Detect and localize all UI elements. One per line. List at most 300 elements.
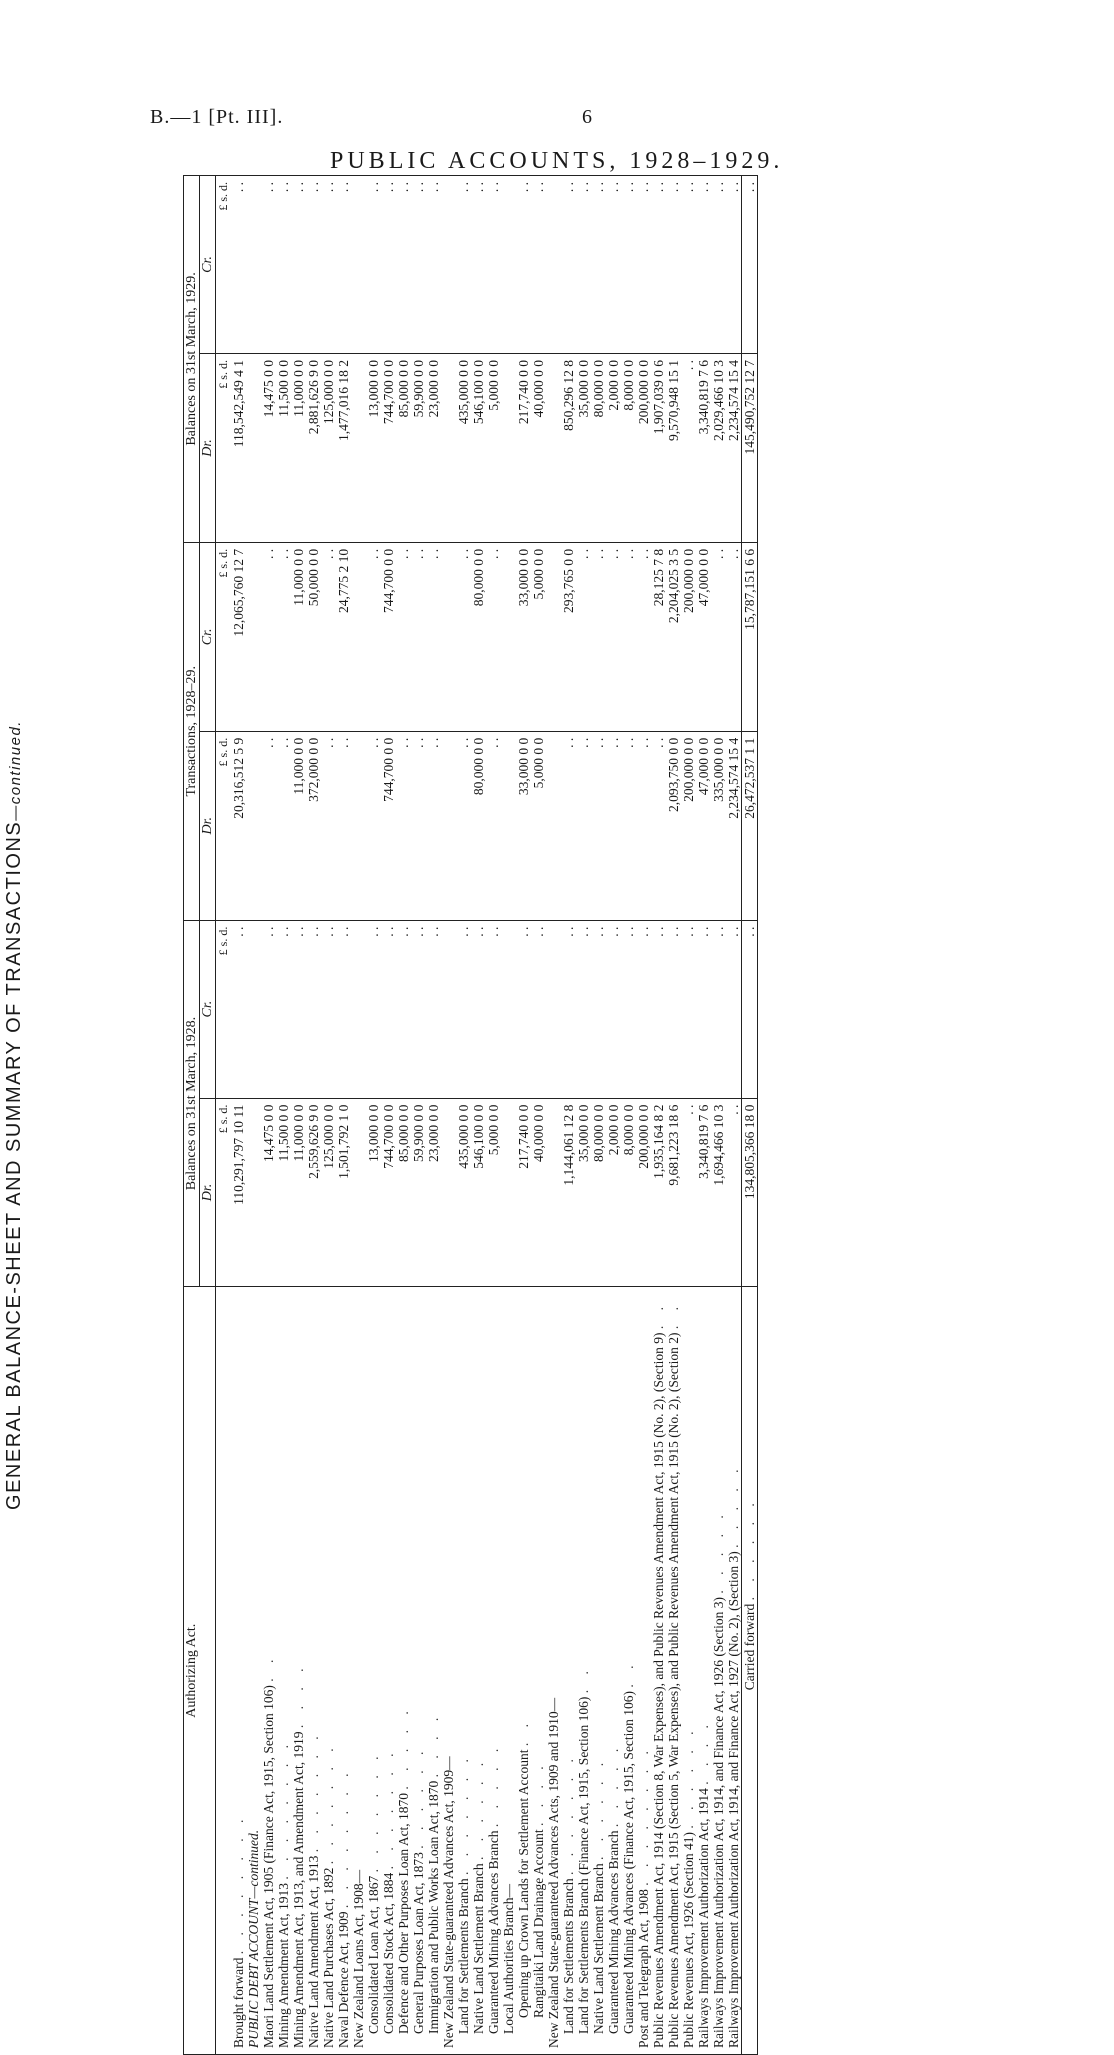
col-act: Authorizing Act. [184, 1623, 199, 1718]
cell-tcr: . . [726, 542, 742, 731]
cell-tdr [546, 731, 561, 920]
cell-tdr: . . [426, 731, 441, 920]
table-row [261, 176, 276, 2055]
cell-b29dr: 125,000 0 0 [321, 354, 336, 543]
leader-dots: . . [651, 1300, 666, 1330]
act-name: PUBLIC DEBT ACCOUNT—continued. [246, 1829, 261, 2048]
act-name: Native Land Purchases Act, 1892 [321, 1867, 336, 2048]
cell-tdr: . . [411, 731, 426, 920]
table-row [486, 176, 501, 2055]
table-row [231, 176, 246, 2055]
cell-b29cr: . . [711, 176, 726, 354]
total-row [742, 176, 758, 2055]
cell-b29cr: . . [651, 176, 666, 354]
leader-dots: . . . . . . . . [336, 1767, 351, 1909]
leader-dots: . . . . [531, 1760, 546, 1827]
cell-b28cr: . . [231, 920, 246, 1098]
table-row [651, 176, 666, 2055]
table-row [546, 176, 561, 2055]
leader-dots: . . . . [696, 1719, 711, 1785]
cell-b28dr: 11,000 0 0 [291, 1098, 306, 1287]
cell-b29dr [501, 354, 516, 543]
cell-tcr: 293,765 0 0 [561, 542, 576, 731]
cell-b28dr: 40,000 0 0 [531, 1098, 546, 1287]
cell-b28cr: . . [486, 920, 501, 1098]
cell-b29dr: 217,740 0 0 [516, 354, 531, 543]
cell-b28cr [351, 920, 366, 1098]
cell-b29dr: . . [681, 354, 696, 543]
total-b28cr: . . [742, 920, 758, 1098]
table-row [456, 176, 471, 2055]
table-row [516, 176, 531, 2055]
cell-tdr: 11,000 0 0 [291, 731, 306, 920]
table-row [441, 176, 456, 2055]
cell-b28dr: 435,000 0 0 [456, 1098, 471, 1287]
table-row [276, 176, 291, 2055]
cell-b28dr: 8,000 0 0 [621, 1098, 636, 1287]
leader-dots: . . . . . [396, 1705, 411, 1790]
ledger-table [183, 175, 758, 2055]
act-name: Opening up Crown Lands for Settlement Account [516, 1749, 531, 2018]
cell-tdr: 20,316,512 5 9 [231, 731, 246, 920]
table-row [396, 176, 411, 2055]
ledger-body [216, 176, 742, 2055]
total-dots: . . . . . . [742, 1497, 757, 1601]
cell-tcr: . . [606, 542, 621, 731]
cell-b29cr: . . [321, 176, 336, 354]
table-row [501, 176, 516, 2055]
table-row [471, 176, 486, 2055]
cell-tcr: . . [621, 542, 636, 731]
cell-b28cr: . . [321, 920, 336, 1098]
cell-b28dr [546, 1098, 561, 1287]
act-name: Public Revenues Act, 1926 (Section 41) [681, 1832, 696, 2048]
col-b29-dr: Dr. [200, 354, 216, 543]
cell-b28dr: 110,291,797 10 11 [231, 1098, 246, 1287]
table-row [726, 176, 742, 2055]
leader-dots: . . . . . . [681, 1725, 696, 1829]
lsd-label: £ s. d. [216, 176, 232, 354]
cell-b29cr: . . [291, 176, 306, 354]
cell-tdr: . . [606, 731, 621, 920]
cell-b28cr: . . [576, 920, 591, 1098]
cell-b29cr: . . [456, 176, 471, 354]
cell-b29cr: . . [486, 176, 501, 354]
act-name: Defence and Other Purposes Loan Act, 1870 [396, 1792, 411, 2034]
cell-b28dr: 744,700 0 0 [381, 1098, 396, 1287]
cell-tdr: 2,234,574 15 4 [726, 731, 742, 920]
cell-b28dr: 11,500 0 0 [276, 1098, 291, 1287]
cell-b28cr: . . [411, 920, 426, 1098]
total-tdr: 26,472,537 1 1 [742, 731, 758, 920]
cell-tdr [246, 731, 261, 920]
leader-dots: . . . . . . . [306, 1730, 321, 1853]
cell-tcr: . . [591, 542, 606, 731]
col-t-dr: Dr. [200, 731, 216, 920]
cell-b28dr: 1,694,466 10 3 [711, 1098, 726, 1287]
cell-b28cr: . . [366, 920, 381, 1098]
cell-tcr [546, 542, 561, 731]
cell-tcr: . . [321, 542, 336, 731]
cell-tdr: . . [396, 731, 411, 920]
cell-b28dr: 35,000 0 0 [576, 1098, 591, 1287]
leader-dots: . . . . . . . [381, 1747, 396, 1870]
table-row [351, 176, 366, 2055]
cell-b28cr: . . [456, 920, 471, 1098]
cell-b29dr: 2,234,574 15 4 [726, 354, 742, 543]
cell-b29cr: . . [381, 176, 396, 354]
cell-b28dr [501, 1098, 516, 1287]
sub-title-text: GENERAL BALANCE-SHEET AND SUMMARY OF TRANSACTIONS [3, 820, 25, 1510]
cell-b28cr [501, 920, 516, 1098]
cell-tdr: 33,000 0 0 [516, 731, 531, 920]
cell-b28dr: 23,000 0 0 [426, 1098, 441, 1287]
sub-title [3, 175, 26, 2055]
cell-b29cr: . . [426, 176, 441, 354]
cell-b28cr: . . [306, 920, 321, 1098]
cell-b29cr [501, 176, 516, 354]
cell-b29dr: 80,000 0 0 [591, 354, 606, 543]
lsd-label: £ s. d. [216, 920, 232, 1098]
cell-tdr: 5,000 0 0 [531, 731, 546, 920]
leader-dots: . . . . . . . [366, 1750, 381, 1873]
cell-b29cr: . . [411, 176, 426, 354]
cell-b28dr: 13,000 0 0 [366, 1098, 381, 1287]
cell-tdr [351, 731, 366, 920]
cell-tdr: 47,000 0 0 [696, 731, 711, 920]
cell-tcr: 2,204,025 3 5 [666, 542, 681, 731]
cell-b29dr: 8,000 0 0 [621, 354, 636, 543]
cell-b29dr: 35,000 0 0 [576, 354, 591, 543]
total-label: Carried forward [742, 1603, 757, 1691]
cell-b29cr: . . [276, 176, 291, 354]
cell-b29dr: 13,000 0 0 [366, 354, 381, 543]
table-row [366, 176, 381, 2055]
cell-b28dr: 1,935,164 8 2 [651, 1098, 666, 1287]
table-row [531, 176, 546, 2055]
cell-tdr: . . [366, 731, 381, 920]
total-b29cr: . . [742, 176, 758, 354]
cell-tcr: 80,000 0 0 [471, 542, 486, 731]
cell-b29cr: . . [396, 176, 411, 354]
cell-b28cr: . . [726, 920, 742, 1098]
cell-b28cr: . . [711, 920, 726, 1098]
act-name: Railways Improvement Authorization Act, 1914, and Finance Act, 1926 (Section 3) [711, 1596, 726, 2048]
cell-b29dr: 11,500 0 0 [276, 354, 291, 543]
cell-tdr: . . [276, 731, 291, 920]
cell-tcr: 50,000 0 0 [306, 542, 321, 731]
cell-b29dr: 14,475 0 0 [261, 354, 276, 543]
cell-b29dr: 744,700 0 0 [381, 354, 396, 543]
cell-b28dr: 59,900 0 0 [411, 1098, 426, 1287]
act-name: Mining Amendment Act, 1913, and Amendment Act, 1919 [291, 1731, 306, 2048]
cell-b28dr [351, 1098, 366, 1287]
lsd-label: £ s. d. [216, 1098, 232, 1287]
table-row [666, 176, 681, 2055]
col-b28-dr: Dr. [200, 1098, 216, 1287]
leader-dots: . . . . . . [591, 1756, 606, 1861]
act-name: Public Revenues Amendment Act, 1914 (Section 8, War Expenses), and Public Revenues Amendment Act, 1915 (No. 2), (Section 9) [651, 1332, 666, 2048]
table-row [321, 176, 336, 2055]
cell-b29dr: 850,296 12 8 [561, 354, 576, 543]
cell-b29cr: . . [696, 176, 711, 354]
act-name: Brought forward [231, 1957, 246, 2048]
cell-b29cr: . . [516, 176, 531, 354]
cell-tdr: . . [336, 731, 351, 920]
act-name: Guaranteed Mining Advances Branch [486, 1830, 501, 2034]
leader-dots: . . [516, 1718, 531, 1747]
cell-b29cr [246, 176, 261, 354]
cell-tdr: . . [576, 731, 591, 920]
cell-b29cr: . . [606, 176, 621, 354]
col-t-cr: Cr. [200, 542, 216, 731]
leader-dots: . . . . . . [471, 1756, 486, 1861]
cell-b28dr [441, 1098, 456, 1287]
cell-tcr: . . [276, 542, 291, 731]
cell-tcr: . . [261, 542, 276, 731]
cell-tcr: 47,000 0 0 [696, 542, 711, 731]
cell-b29cr [351, 176, 366, 354]
cell-b28cr [246, 920, 261, 1098]
cell-b28dr: 125,000 0 0 [321, 1098, 336, 1287]
cell-tdr: . . [591, 731, 606, 920]
act-name: Public Revenues Amendment Act, 1915 (Section 5, War Expenses), and Public Revenues Amendment Act, 1915 (No. 2), (Section 2) [666, 1332, 681, 2048]
cell-tcr: 744,700 0 0 [381, 542, 396, 731]
cell-b29dr: 2,029,466 10 3 [711, 354, 726, 543]
cell-b28dr: 217,740 0 0 [516, 1098, 531, 1287]
cell-b29cr: . . [576, 176, 591, 354]
cell-b29cr: . . [666, 176, 681, 354]
cell-b28cr: . . [681, 920, 696, 1098]
cell-b29cr: . . [231, 176, 246, 354]
leader-dots: . . [621, 1659, 636, 1688]
cell-b29dr: 5,000 0 0 [486, 354, 501, 543]
cell-b29dr: 23,000 0 0 [426, 354, 441, 543]
cell-b29dr: 59,900 0 0 [411, 354, 426, 543]
cell-tcr: 28,125 7 8 [651, 542, 666, 731]
cell-tcr: 5,000 0 0 [531, 542, 546, 731]
cell-b28dr: . . [726, 1098, 742, 1287]
act-name: Maori Land Settlement Act, 1905 (Finance Act, 1915, Section 106) [261, 1685, 276, 2048]
leader-dots: . . . . . . [411, 1745, 426, 1849]
act-name: Rangitaiki Land Drainage Account [531, 1829, 546, 2018]
cell-b28cr: . . [261, 920, 276, 1098]
cell-b29dr [351, 354, 366, 543]
cell-b29dr: 2,000 0 0 [606, 354, 621, 543]
table-row [621, 176, 636, 2055]
act-name: General Purposes Loan Act, 1873 [411, 1852, 426, 2034]
cell-b28dr: . . [681, 1098, 696, 1287]
cell-b28cr [441, 920, 456, 1098]
cell-b28cr: . . [291, 920, 306, 1098]
cell-b28cr: . . [651, 920, 666, 1098]
table-row [381, 176, 396, 2055]
act-name: Consolidated Stock Act, 1884 [381, 1872, 396, 2034]
act-name: Railways Improvement Authorization Act, 1914 [696, 1788, 711, 2048]
leader-dots: . . . . . . . . [636, 1745, 651, 1886]
cell-b29cr: . . [261, 176, 276, 354]
act-name: Land for Settlements Branch [561, 1878, 576, 2034]
act-name: Guaranteed Mining Advances (Finance Act, 1915, Section 106) [621, 1690, 636, 2034]
cell-tcr: . . [396, 542, 411, 731]
cell-b28dr: 85,000 0 0 [396, 1098, 411, 1287]
cell-b29cr: . . [471, 176, 486, 354]
act-name: Consolidated Loan Act, 1867 [366, 1875, 381, 2034]
cell-tdr: . . [456, 731, 471, 920]
leader-dots: . . . . . . . [561, 1753, 576, 1876]
act-name: New Zealand State-guaranteed Advances Act, 1909— [441, 1756, 456, 2048]
cell-b28cr: . . [381, 920, 396, 1098]
cell-tcr: . . [426, 542, 441, 731]
cell-b28dr [246, 1098, 261, 1287]
cell-tdr [441, 731, 456, 920]
cell-tcr: . . [411, 542, 426, 731]
cell-tdr [501, 731, 516, 920]
leader-dots: . . . . [291, 1662, 306, 1729]
cell-b28cr: . . [621, 920, 636, 1098]
act-name: Mining Amendment Act, 1913 [276, 1883, 291, 2048]
cell-tcr: 24,775 2 10 [336, 542, 351, 731]
leader-dots: . . . . [426, 1711, 441, 1778]
act-name: New Zealand State-guaranteed Advances Acts, 1909 and 1910— [546, 1697, 561, 2048]
cell-tcr: 11,000 0 0 [291, 542, 306, 731]
cell-b28dr: 546,100 0 0 [471, 1098, 486, 1287]
table-row [606, 176, 621, 2055]
table-row [426, 176, 441, 2055]
total-b29dr: 145,490,752 12 7 [742, 354, 758, 543]
cell-tcr: 200,000 0 0 [681, 542, 696, 731]
act-name: Post and Telegraph Act, 1908 [636, 1889, 651, 2048]
table-row [711, 176, 726, 2055]
total-b28dr: 134,805,366 18 0 [742, 1098, 758, 1287]
col-trans: Transactions, 1928–29. [184, 542, 200, 920]
table-row [591, 176, 606, 2055]
cell-b29cr: . . [366, 176, 381, 354]
cell-b29dr: 1,477,016 18 2 [336, 354, 351, 543]
cell-tcr: . . [486, 542, 501, 731]
leader-dots: . . . . . [726, 1463, 741, 1548]
cell-b29dr: 40,000 0 0 [531, 354, 546, 543]
cell-b29dr [441, 354, 456, 543]
cell-b28cr: . . [396, 920, 411, 1098]
leader-dots: . . . . . . . . [276, 1739, 291, 1880]
cell-b29dr: 118,542,549 4 1 [231, 354, 246, 543]
cell-b29dr: 11,000 0 0 [291, 354, 306, 543]
cell-b28cr: . . [336, 920, 351, 1098]
cell-tdr: . . [651, 731, 666, 920]
page-number: 6 [582, 106, 592, 128]
cell-b28cr: . . [471, 920, 486, 1098]
act-name: Native Land Settlement Branch [471, 1863, 486, 2034]
table-row [246, 176, 261, 2055]
cell-tdr: . . [486, 731, 501, 920]
cell-b28cr: . . [276, 920, 291, 1098]
page-title: PUBLIC ACCOUNTS, 1928–1929. [330, 148, 784, 174]
cell-b29cr: . . [726, 176, 742, 354]
cell-b28cr: . . [636, 920, 651, 1098]
cell-b29dr: 9,570,948 15 1 [666, 354, 681, 543]
table-row [576, 176, 591, 2055]
cell-tdr: . . [261, 731, 276, 920]
col-bal1929: Balances on 31st March, 1929. [184, 176, 200, 543]
cell-b28dr: 5,000 0 0 [486, 1098, 501, 1287]
cell-b29dr: 435,000 0 0 [456, 354, 471, 543]
act-name: Naval Defence Act, 1909 [336, 1911, 351, 2048]
act-name: Immigration and Public Works Loan Act, 1870 [426, 1780, 441, 2034]
cell-b29cr: . . [561, 176, 576, 354]
cell-b28cr: . . [696, 920, 711, 1098]
act-name: Land for Settlements Branch (Finance Act, 1915, Section 106) [576, 1696, 591, 2034]
cell-tcr: . . [636, 542, 651, 731]
cell-tdr: 200,000 0 0 [681, 731, 696, 920]
cell-b28dr: 2,000 0 0 [606, 1098, 621, 1287]
cell-tdr: 80,000 0 0 [471, 731, 486, 920]
act-name: Native Land Amendment Act, 1913 [306, 1855, 321, 2048]
leader-dots: . . . . . [606, 1742, 621, 1828]
leader-dots: . . [576, 1665, 591, 1694]
cell-tcr [441, 542, 456, 731]
act-name: Land for Settlements Branch [456, 1878, 471, 2034]
cell-b29cr: . . [636, 176, 651, 354]
cell-tcr: . . [366, 542, 381, 731]
cell-b28cr: . . [516, 920, 531, 1098]
cell-tdr: . . [621, 731, 636, 920]
cell-b29cr [441, 176, 456, 354]
rotated-ledger [3, 175, 1013, 2055]
cell-tcr: . . [456, 542, 471, 731]
cell-b28dr: 1,501,792 1 0 [336, 1098, 351, 1287]
act-name: Native Land Settlement Branch [591, 1863, 606, 2034]
cell-b28dr: 3,340,819 7 6 [696, 1098, 711, 1287]
act-name: Guaranteed Mining Advances Branch [606, 1830, 621, 2034]
cell-tdr: 744,700 0 0 [381, 731, 396, 920]
total-tcr: 15,787,151 6 6 [742, 542, 758, 731]
cell-tdr: . . [561, 731, 576, 920]
cell-b29dr [546, 354, 561, 543]
cell-tcr [246, 542, 261, 731]
cell-b28cr: . . [426, 920, 441, 1098]
cell-b28dr: 200,000 0 0 [636, 1098, 651, 1287]
cell-b28cr: . . [666, 920, 681, 1098]
table-row [291, 176, 306, 2055]
cell-b29cr [546, 176, 561, 354]
table-row [561, 176, 576, 2055]
cell-b29dr: 3,340,819 7 6 [696, 354, 711, 543]
lsd-label: £ s. d. [216, 542, 232, 731]
table-row [696, 176, 711, 2055]
cell-tdr: . . [636, 731, 651, 920]
act-name: Local Authorities Branch— [501, 1884, 516, 2034]
cell-b28dr: 1,144,061 12 8 [561, 1098, 576, 1287]
cell-tdr: 2,093,750 0 0 [666, 731, 681, 920]
col-bal1928: Balances on 31st March, 1928. [184, 920, 200, 1287]
cell-b29cr: . . [306, 176, 321, 354]
act-name: New Zealand Loans Act, 1908— [351, 1869, 366, 2048]
table-row [681, 176, 696, 2055]
leader-dots: . . [261, 1653, 276, 1682]
cell-tdr: . . [321, 731, 336, 920]
cell-tdr: 372,000 0 0 [306, 731, 321, 920]
cell-b29cr: . . [591, 176, 606, 354]
cell-b28cr: . . [531, 920, 546, 1098]
cell-tcr: . . [576, 542, 591, 731]
main-title [0, 175, 1, 2055]
table-row [336, 176, 351, 2055]
cell-b28dr: 80,000 0 0 [591, 1098, 606, 1287]
cell-b29dr: 546,100 0 0 [471, 354, 486, 543]
cell-b28dr: 2,559,626 9 0 [306, 1098, 321, 1287]
cell-b28cr: . . [561, 920, 576, 1098]
